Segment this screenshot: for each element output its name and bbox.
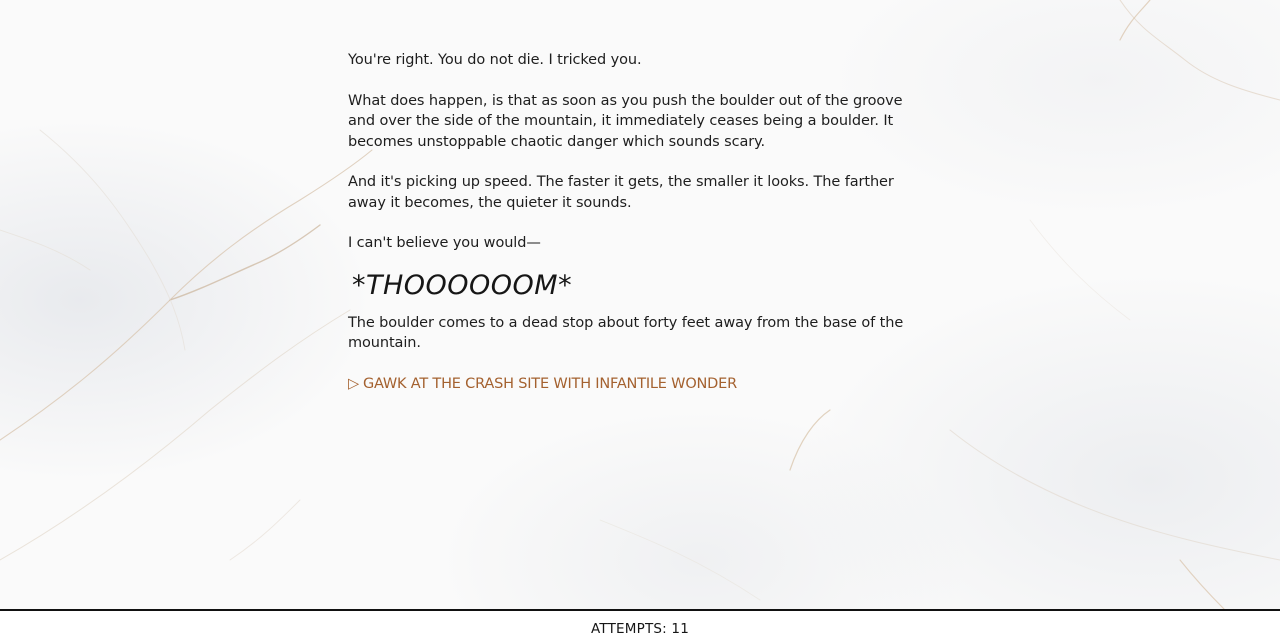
- story-paragraph: And it's picking up speed. The faster it gets, the smaller it looks. The farther away it becomes, the quieter it sounds.: [348, 174, 894, 211]
- story-text: [348, 50, 928, 394]
- sound-effect-text: *THOOOOOOM*: [352, 269, 573, 301]
- status-footer: [0, 609, 1280, 639]
- story-paragraph: I can't believe you would—: [348, 235, 541, 251]
- story-paragraph: You're right. You do not die. I tricked you.: [348, 52, 642, 68]
- choice-label: GAWK AT THE CRASH SITE WITH INFANTILE WONDER: [362, 375, 737, 392]
- choice-link[interactable]: [348, 374, 737, 395]
- play-triangle-icon: ▷: [348, 375, 359, 392]
- story-paragraph: The boulder comes to a dead stop about forty feet away from the base of the mountain.: [348, 314, 904, 351]
- attempts-counter: ATTEMPTS: 11: [591, 621, 689, 637]
- story-paragraph: What does happen, is that as soon as you push the boulder out of the groove and over the side of the mountain, it immediately ceases being a boulder. It becomes unstoppable chaotic danger which sounds scary.: [348, 92, 903, 150]
